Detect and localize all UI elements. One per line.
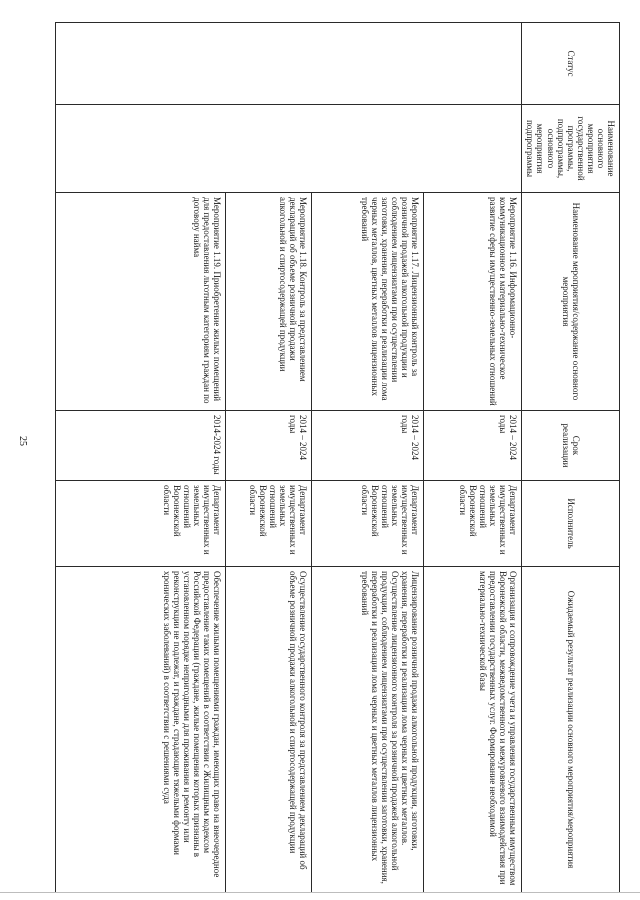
header-event: Наименование мероприятия/содержание основного мероприятия [522,193,620,411]
result-cell: Обеспечение жилыми помещениями граждан, имеющих право на внеочередное предоставление таких помещений в соответствии с Жилищным кодексом Российской Федерации (граждане, жилые помещения которых признаны в установленном порядке непригодными для проживания и ремонту или реконструкции не подлежат, и граждане, страдающие тяжелыми формами хронических заболеваний) в соответствии с решениями суда [56,567,226,893]
table-header-row [522,23,620,893]
scan-edge-line [0,892,640,893]
period-cell: 2014 – 2024 годы [226,411,312,481]
table-row [424,23,522,893]
measures-table [55,22,620,893]
result-cell: Лицензирование розничной продажи алкогольной продукции, заготовки, хранения, переработки и реализации лома черных и цветных металлов. Осуществление лицензионного контроля за розничной продажей алкогольной продукции, соблюдением лицензиатами при осуществлении заготовки, хранения, переработки и реализации лома черных и цветных металлов лицензионных требований [312,567,424,893]
result-cell: Организация и сопровождение учета и управления государственным имуществом Воронежской области, межведомственного и межуровневого взаимодействия при предоставлении государственных услуг. Формирование необходимой материально-технической базы [424,567,522,893]
main-event-cell [56,105,522,193]
result-cell: Осуществление государственного контроля за представлением деклараций об объеме розничной продажи алкогольной и спиртосодержащей продукции [226,567,312,893]
period-cell: 2014-2024 годы [56,411,226,481]
header-result: Ожидаемый результат реализации основного мероприятия/мероприятия [522,567,620,893]
event-cell: Мероприятие 1.17. Лицензионный контроль за розничной продажей алкогольной продукции и соблюдением лицензиатами при осуществлении заготовки, хранения, переработки и реализации лома черных металлов, цветных металлов лицензионных требований [312,193,424,411]
page-number: 25 [17,436,28,446]
header-period: Срок реализации [522,411,620,481]
period-cell: 2014 – 2024 годы [312,411,424,481]
rotated-page [55,22,620,892]
status-cell [56,23,522,105]
header-main-event: Наименование основного мероприятия государственной программы, подпрограммы, основного мероприятия подпрограммы [522,105,620,193]
event-cell: Мероприятие 1.19. Приобретение жилых помещений для предоставления льготным категориям граждан по договору найма [56,193,226,411]
executor-cell: Департамент имущественных и земельных отношений Воронежской области [56,481,226,567]
executor-cell: Департамент имущественных и земельных отношений Воронежской области [226,481,312,567]
header-executor: Исполнитель [522,481,620,567]
executor-cell: Департамент имущественных и земельных отношений Воронежской области [424,481,522,567]
event-cell: Мероприятие 1.16. Информационно-коммуникационное и материально-техническое развитие сферы имущественно-земельных отношений [424,193,522,411]
event-cell: Мероприятие 1.18. Контроль за представлением деклараций об объеме розничной продажи алкогольной и спиртосодержащей продукции [226,193,312,411]
header-status: Статус [522,23,620,105]
period-cell: 2014 – 2024 годы [424,411,522,481]
executor-cell: Департамент имущественных и земельных отношений Воронежской области [312,481,424,567]
